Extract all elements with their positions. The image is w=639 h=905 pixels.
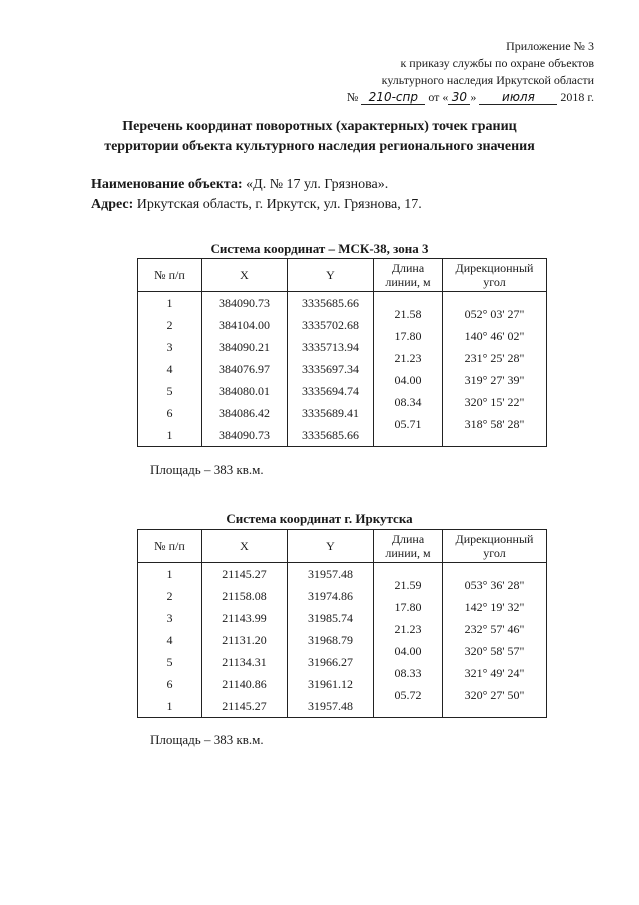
point-number-cell: 5 bbox=[166, 655, 173, 669]
point-number-cell: 3 bbox=[166, 340, 173, 354]
y-column bbox=[288, 563, 374, 718]
length-cell: 17.80 bbox=[394, 600, 422, 614]
header-angle-line-1: Дирекционный bbox=[455, 532, 534, 546]
header-length-line-1: Длина bbox=[391, 532, 425, 546]
x-coordinate-cell: 21145.27 bbox=[222, 567, 267, 581]
title-line-2: территории объекта культурного наследия регионального значения bbox=[104, 139, 535, 154]
angle-cell: 320° 27' 50" bbox=[464, 688, 525, 702]
x-coordinate-cell: 384090.21 bbox=[219, 340, 270, 354]
angle-cell: 320° 58' 57" bbox=[464, 644, 525, 658]
y-coordinate-cell: 3335702.68 bbox=[302, 318, 359, 332]
length-column bbox=[374, 563, 443, 718]
point-number-cell: 6 bbox=[166, 406, 173, 420]
coordinate-system-title-irkutsk: Система координат г. Иркутска bbox=[226, 511, 413, 526]
table-body-row bbox=[138, 563, 547, 718]
header-y: Y bbox=[288, 530, 374, 563]
coordinates-table-irkutsk bbox=[137, 529, 547, 718]
object-name-line bbox=[91, 175, 422, 195]
point-number-column bbox=[138, 563, 202, 718]
angle-column bbox=[443, 292, 547, 447]
x-coordinate-cell: 21140.86 bbox=[222, 677, 267, 691]
object-address-label: Адрес: bbox=[91, 197, 134, 212]
x-column bbox=[202, 292, 288, 447]
y-coordinate-cell: 31974.86 bbox=[308, 589, 353, 603]
x-coordinate-cell: 384076.97 bbox=[219, 362, 270, 376]
angle-cell: 140° 46' 02" bbox=[464, 329, 525, 343]
angle-cell: 231° 25' 28" bbox=[464, 351, 525, 365]
object-name-label: Наименование объекта: bbox=[91, 177, 243, 192]
length-cell: 05.71 bbox=[394, 417, 422, 431]
length-column bbox=[374, 292, 443, 447]
length-cell: 17.80 bbox=[394, 329, 422, 343]
y-coordinate-cell: 31968.79 bbox=[308, 633, 353, 647]
appendix-header bbox=[294, 38, 594, 106]
order-number-handwritten: 210-спр bbox=[361, 91, 425, 105]
object-address-value: Иркутская область, г. Иркутск, ул. Грязнова, 17. bbox=[136, 197, 422, 212]
y-coordinate-cell: 3335697.34 bbox=[302, 362, 359, 376]
header-length-line-1: Длина bbox=[391, 261, 425, 275]
x-coordinate-cell: 384104.00 bbox=[219, 318, 270, 332]
angle-cell: 318° 58' 28" bbox=[464, 417, 525, 431]
title-line-1: Перечень координат поворотных (характерных) точек границ bbox=[122, 119, 517, 134]
header-angle-line-2: угол bbox=[483, 275, 506, 289]
table-body-row bbox=[138, 292, 547, 447]
length-cell: 21.23 bbox=[394, 351, 422, 365]
x-coordinate-cell: 21134.31 bbox=[222, 655, 267, 669]
header-y: Y bbox=[288, 259, 374, 292]
header-angle bbox=[443, 530, 547, 563]
header-angle-line-1: Дирекционный bbox=[455, 261, 534, 275]
header-length bbox=[374, 530, 443, 563]
angle-cell: 142° 19' 32" bbox=[464, 600, 525, 614]
length-cell: 21.23 bbox=[394, 622, 422, 636]
area-text-irkutsk: Площадь – 383 кв.м. bbox=[150, 732, 264, 747]
object-name-value: «Д. № 17 ул. Грязнова». bbox=[246, 177, 389, 192]
point-number-cell: 5 bbox=[166, 384, 173, 398]
angle-cell: 053° 36' 28" bbox=[464, 578, 525, 592]
header-angle-line-2: угол bbox=[483, 546, 506, 560]
y-coordinate-cell: 31985.74 bbox=[308, 611, 353, 625]
order-day-handwritten: 30 bbox=[448, 91, 470, 105]
y-coordinate-cell: 3335689.41 bbox=[302, 406, 359, 420]
length-cell: 08.34 bbox=[394, 395, 422, 409]
x-coordinate-cell: 384090.73 bbox=[219, 428, 270, 442]
appendix-order-line: к приказу службы по охране объектов bbox=[400, 56, 594, 70]
table-header-row bbox=[138, 530, 547, 563]
header-length-line-2: линии, м bbox=[385, 546, 431, 560]
length-cell: 21.59 bbox=[394, 578, 422, 592]
length-cell: 04.00 bbox=[394, 644, 422, 658]
y-coordinate-cell: 3335685.66 bbox=[302, 296, 359, 310]
point-number-cell: 1 bbox=[166, 428, 173, 442]
y-coordinate-cell: 3335713.94 bbox=[302, 340, 359, 354]
point-number-cell: 1 bbox=[166, 296, 173, 310]
angle-cell: 232° 57' 46" bbox=[464, 622, 525, 636]
x-coordinate-cell: 21158.08 bbox=[222, 589, 267, 603]
length-cell: 05.72 bbox=[394, 688, 422, 702]
point-number-column bbox=[138, 292, 202, 447]
x-column bbox=[202, 563, 288, 718]
appendix-service-line: культурного наследия Иркутской области bbox=[381, 73, 594, 87]
object-info bbox=[91, 175, 422, 215]
angle-cell: 320° 15' 22" bbox=[464, 395, 525, 409]
coordinates-table-msk38 bbox=[137, 258, 547, 447]
point-number-cell: 1 bbox=[166, 567, 173, 581]
table-header-row bbox=[138, 259, 547, 292]
y-column bbox=[288, 292, 374, 447]
y-coordinate-cell: 31957.48 bbox=[308, 567, 353, 581]
header-length bbox=[374, 259, 443, 292]
document-title bbox=[0, 117, 639, 157]
header-x: X bbox=[202, 530, 288, 563]
header-length-line-2: линии, м bbox=[385, 275, 431, 289]
point-number-cell: 4 bbox=[166, 362, 173, 376]
header-point-number: № п/п bbox=[138, 530, 202, 563]
angle-cell: 052° 03' 27" bbox=[464, 307, 525, 321]
length-cell: 04.00 bbox=[394, 373, 422, 387]
angle-column bbox=[443, 563, 547, 718]
y-coordinate-cell: 31966.27 bbox=[308, 655, 353, 669]
point-number-cell: 4 bbox=[166, 633, 173, 647]
y-coordinate-cell: 31961.12 bbox=[308, 677, 353, 691]
x-coordinate-cell: 384080.01 bbox=[219, 384, 270, 398]
header-point-number: № п/п bbox=[138, 259, 202, 292]
area-text-msk38: Площадь – 383 кв.м. bbox=[150, 462, 264, 477]
point-number-cell: 3 bbox=[166, 611, 173, 625]
point-number-cell: 1 bbox=[166, 699, 173, 713]
y-coordinate-cell: 3335694.74 bbox=[302, 384, 359, 398]
order-year: 2018 г. bbox=[560, 90, 594, 104]
angle-cell: 319° 27' 39" bbox=[464, 373, 525, 387]
y-coordinate-cell: 3335685.66 bbox=[302, 428, 359, 442]
length-cell: 21.58 bbox=[394, 307, 422, 321]
y-coordinate-cell: 31957.48 bbox=[308, 699, 353, 713]
order-month-handwritten: июля bbox=[479, 91, 557, 105]
x-coordinate-cell: 21145.27 bbox=[222, 699, 267, 713]
order-number-date-line bbox=[294, 89, 594, 106]
x-coordinate-cell: 384086.42 bbox=[219, 406, 270, 420]
point-number-cell: 6 bbox=[166, 677, 173, 691]
appendix-title: Приложение № 3 bbox=[506, 39, 594, 53]
number-sign: № bbox=[346, 90, 359, 104]
point-number-cell: 2 bbox=[166, 589, 173, 603]
angle-cell: 321° 49' 24" bbox=[464, 666, 525, 680]
header-x: X bbox=[202, 259, 288, 292]
length-cell: 08.33 bbox=[394, 666, 422, 680]
coordinate-system-title-msk38: Система координат – МСК-38, зона 3 bbox=[210, 241, 429, 256]
x-coordinate-cell: 21143.99 bbox=[222, 611, 267, 625]
point-number-cell: 2 bbox=[166, 318, 173, 332]
header-angle bbox=[443, 259, 547, 292]
object-address-line bbox=[91, 195, 422, 215]
date-close-quote: » bbox=[470, 90, 477, 104]
x-coordinate-cell: 384090.73 bbox=[219, 296, 270, 310]
x-coordinate-cell: 21131.20 bbox=[222, 633, 267, 647]
date-from-label: от « bbox=[428, 90, 449, 104]
